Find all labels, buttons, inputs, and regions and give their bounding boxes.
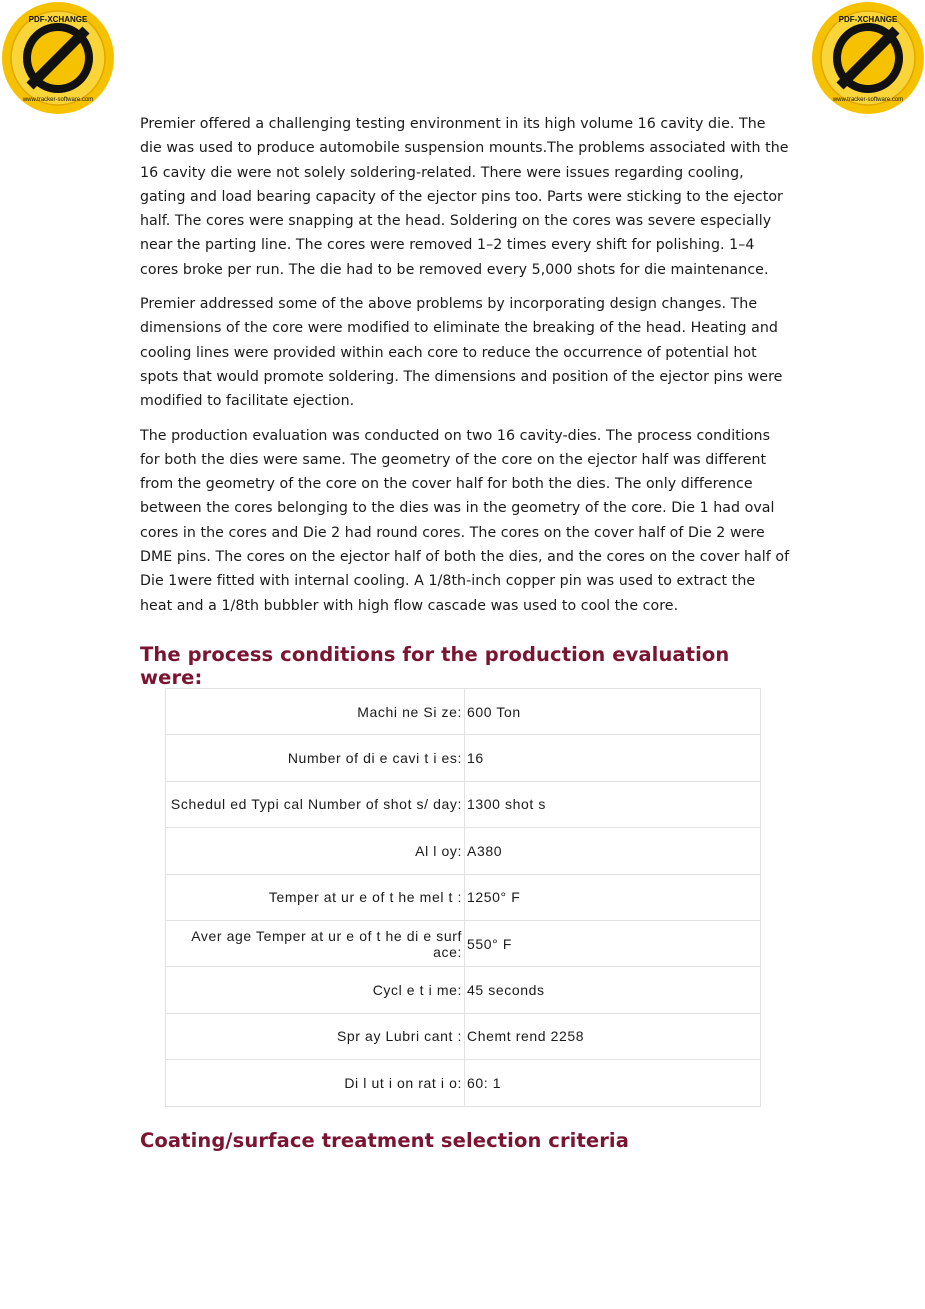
table-row [166,828,761,874]
condition-label: Aver age Temper at ur e of t he di e surf ace: [166,920,465,966]
condition-label: Spr ay Lubri cant : [166,1013,465,1059]
condition-value: Chemt rend 2258 [465,1013,761,1059]
condition-label: Number of di e cavi t i es: [166,735,465,781]
condition-value: 16 [465,735,761,781]
condition-value: 1250° F [465,874,761,920]
table-row [166,1060,761,1106]
condition-label: Schedul ed Typi cal Number of shot s/ day: [166,781,465,827]
svg-text:www.tracker-software.com: www.tracker-software.com [22,97,94,103]
condition-value: 550° F [465,920,761,966]
condition-value: 600 Ton [465,689,761,735]
process-conditions-table [165,688,761,1107]
document-body [140,112,790,689]
heading-process-conditions: The process conditions for the production evaluation were: [140,642,730,689]
condition-label: Al l oy: [166,828,465,874]
condition-label: Cycl e t i me: [166,967,465,1013]
paragraph-problems: Premier offered a challenging testing environment in its high volume 16 cavity die. The die was used to produce automobile suspension mounts.The problems associated with the 16 cavity die were not solely soldering-related. There were issues regarding cooling, gating and load bearing capacity of the ejector pins too. Parts were sticking to the ejector half. The cores were snapping at the head. Soldering on the cores was severe especially near the parting line. The cores were removed 1–2 times every shift for polishing. 1–4 cores broke per run. The die had to be removed every 5,000 shots for die maintenance. [140,116,789,278]
condition-label: Di l ut i on rat i o: [166,1060,465,1106]
condition-value: 1300 shot s [465,781,761,827]
paragraph-design-changes: Premier addressed some of the above problems by incorporating design changes. The dimensions of the core were modified to eliminate the breaking of the head. Heating and cooling lines were provided within each core to reduce the occurrence of potential hot spots that would promote soldering. The dimensions and position of the ejector pins were modified to facilitate ejection. [140,296,783,410]
svg-text:www.tracker-software.com: www.tracker-software.com [832,97,904,103]
condition-label: Temper at ur e of t he mel t : [166,874,465,920]
table-row [166,781,761,827]
table-row [166,874,761,920]
condition-value: 45 seconds [465,967,761,1013]
svg-text:PDF-XCHANGE: PDF-XCHANGE [28,15,88,24]
pdf-xchange-badge-right[interactable] [810,0,925,116]
table-row [166,967,761,1013]
condition-value: 60: 1 [465,1060,761,1106]
table-row [166,1013,761,1059]
paragraph-evaluation: The production evaluation was conducted on two 16 cavity-dies. The process conditions for both the dies were same. The geometry of the core on the ejector half was different from the geometry of the core on the cover half for both the dies. The only difference between the cores belonging to the dies was in the geometry of the core. Die 1 had oval cores in the cores and Die 2 had round cores. The cores on the cover half of Die 2 were DME pins. The cores on the ejector half of both the dies, and the cores on the cover half of Die 1were fitted with internal cooling. A 1/8th-inch copper pin was used to extract the heat and a 1/8th bubbler with high flow cascade was used to cool the core. [140,427,790,614]
condition-value: A380 [465,828,761,874]
heading-coating-criteria: Coating/surface treatment selection criteria [140,1129,629,1152]
table-row [166,920,761,966]
table-row [166,689,761,735]
condition-label: Machi ne Si ze: [166,689,465,735]
table-row [166,735,761,781]
svg-text:PDF-XCHANGE: PDF-XCHANGE [838,15,898,24]
pdf-xchange-badge-left[interactable] [0,0,116,116]
